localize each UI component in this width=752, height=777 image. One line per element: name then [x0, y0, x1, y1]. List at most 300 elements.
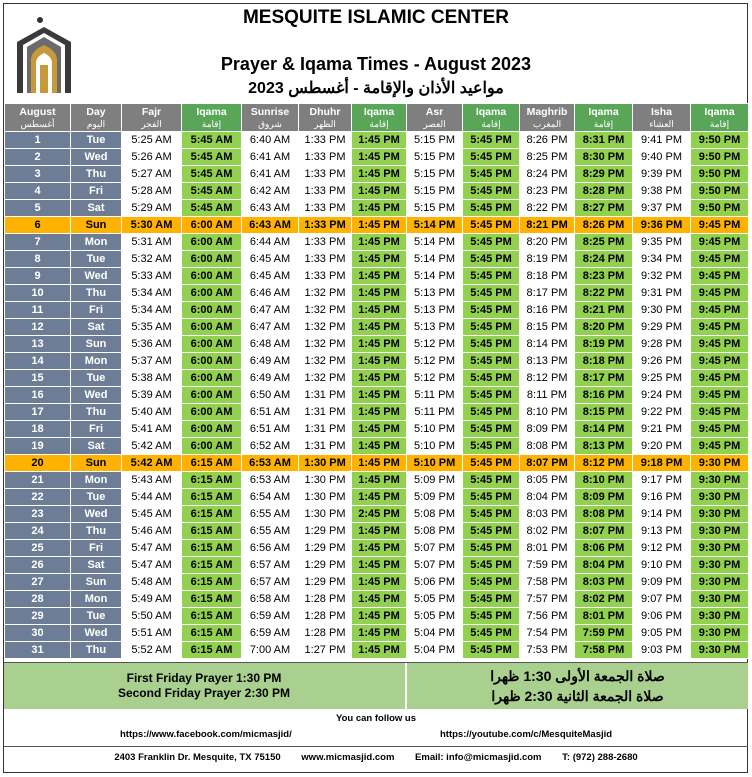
iqama-time-cell: 1:45 PM [352, 268, 407, 285]
iqama-time-cell: 5:45 PM [463, 353, 520, 370]
prayer-time-cell: 6:42 AM [242, 183, 299, 200]
table-row [5, 574, 749, 591]
table-row [5, 455, 749, 472]
iqama-time-cell: 6:00 AM [182, 353, 242, 370]
iqama-time-cell: 8:26 PM [575, 217, 633, 234]
prayer-time-cell: 5:44 AM [122, 489, 182, 506]
iqama-time-cell: 6:15 AM [182, 608, 242, 625]
iqama-time-cell: 1:45 PM [352, 574, 407, 591]
table-row [5, 557, 749, 574]
iqama-time-cell: 8:22 PM [575, 285, 633, 302]
prayer-time-cell: 5:15 PM [407, 149, 463, 166]
prayer-time-cell: 5:15 PM [407, 132, 463, 149]
column-header-iqama [182, 104, 242, 132]
iqama-time-cell: 8:23 PM [575, 268, 633, 285]
prayer-time-cell: 1:33 PM [299, 251, 352, 268]
day-cell: Sat [71, 438, 122, 455]
iqama-time-cell: 8:01 PM [575, 608, 633, 625]
iqama-time-cell: 9:30 PM [691, 455, 749, 472]
prayer-time-cell: 9:40 PM [633, 149, 691, 166]
prayer-time-cell: 6:46 AM [242, 285, 299, 302]
table-row [5, 200, 749, 217]
prayer-time-cell: 9:18 PM [633, 455, 691, 472]
prayer-time-cell: 5:10 PM [407, 438, 463, 455]
prayer-time-cell: 5:38 AM [122, 370, 182, 387]
iqama-time-cell: 5:45 PM [463, 200, 520, 217]
iqama-time-cell: 8:21 PM [575, 302, 633, 319]
prayer-time-cell: 9:35 PM [633, 234, 691, 251]
prayer-time-cell: 1:29 PM [299, 523, 352, 540]
iqama-time-cell: 9:30 PM [691, 540, 749, 557]
iqama-time-cell: 6:15 AM [182, 506, 242, 523]
prayer-time-cell: 1:31 PM [299, 421, 352, 438]
prayer-time-cell: 1:29 PM [299, 540, 352, 557]
website-link[interactable]: www.micmasjid.com [301, 752, 395, 763]
prayer-time-cell: 6:41 AM [242, 149, 299, 166]
prayer-time-cell: 5:13 PM [407, 302, 463, 319]
prayer-time-cell: 7:56 PM [520, 608, 575, 625]
prayer-time-cell: 1:33 PM [299, 200, 352, 217]
prayer-time-cell: 9:31 PM [633, 285, 691, 302]
prayer-time-cell: 9:22 PM [633, 404, 691, 421]
prayer-time-cell: 6:57 AM [242, 574, 299, 591]
prayer-time-cell: 8:11 PM [520, 387, 575, 404]
table-row [5, 302, 749, 319]
follow-us-label: You can follow us [335, 713, 417, 724]
iqama-time-cell: 1:45 PM [352, 149, 407, 166]
date-cell: 1 [5, 132, 71, 149]
day-cell: Thu [71, 285, 122, 302]
iqama-time-cell: 1:45 PM [352, 421, 407, 438]
date-cell: 27 [5, 574, 71, 591]
prayer-time-cell: 9:21 PM [633, 421, 691, 438]
date-cell: 7 [5, 234, 71, 251]
prayer-time-cell: 5:30 AM [122, 217, 182, 234]
prayer-time-cell: 1:27 PM [299, 642, 352, 659]
table-row [5, 421, 749, 438]
iqama-time-cell: 1:45 PM [352, 132, 407, 149]
iqama-time-cell: 1:45 PM [352, 234, 407, 251]
iqama-time-cell: 5:45 PM [463, 625, 520, 642]
date-cell: 4 [5, 183, 71, 200]
iqama-time-cell: 9:30 PM [691, 625, 749, 642]
iqama-time-cell: 9:45 PM [691, 302, 749, 319]
iqama-time-cell: 6:15 AM [182, 642, 242, 659]
column-header-label: Sunrise [250, 105, 290, 118]
prayer-time-cell: 6:55 AM [242, 506, 299, 523]
email-link[interactable]: Email: info@micmasjid.com [415, 752, 542, 763]
column-header-label: Day [86, 105, 106, 118]
iqama-time-cell: 1:45 PM [352, 591, 407, 608]
prayer-time-cell: 1:33 PM [299, 166, 352, 183]
iqama-time-cell: 5:45 PM [463, 387, 520, 404]
prayer-time-cell: 6:45 AM [242, 251, 299, 268]
iqama-time-cell: 8:20 PM [575, 319, 633, 336]
prayer-time-cell: 8:17 PM [520, 285, 575, 302]
iqama-time-cell: 5:45 PM [463, 421, 520, 438]
day-cell: Sat [71, 557, 122, 574]
iqama-time-cell: 5:45 PM [463, 455, 520, 472]
iqama-time-cell: 5:45 PM [463, 642, 520, 659]
date-cell: 18 [5, 421, 71, 438]
prayer-time-cell: 5:15 PM [407, 183, 463, 200]
iqama-time-cell: 5:45 PM [463, 166, 520, 183]
iqama-time-cell: 8:17 PM [575, 370, 633, 387]
column-header-label: Iqama [704, 105, 735, 118]
prayer-time-cell: 5:42 AM [122, 455, 182, 472]
column-header-label: Iqama [196, 105, 227, 118]
prayer-time-cell: 1:32 PM [299, 285, 352, 302]
prayer-time-cell: 9:03 PM [633, 642, 691, 659]
prayer-time-cell: 5:32 AM [122, 251, 182, 268]
iqama-time-cell: 9:50 PM [691, 200, 749, 217]
prayer-time-cell: 5:51 AM [122, 625, 182, 642]
prayer-time-cell: 5:11 PM [407, 387, 463, 404]
prayer-time-cell: 7:54 PM [520, 625, 575, 642]
iqama-time-cell: 8:13 PM [575, 438, 633, 455]
iqama-time-cell: 1:45 PM [352, 608, 407, 625]
iqama-time-cell: 8:08 PM [575, 506, 633, 523]
iqama-time-cell: 5:45 PM [463, 149, 520, 166]
iqama-time-cell: 8:28 PM [575, 183, 633, 200]
iqama-time-cell: 1:45 PM [352, 387, 407, 404]
column-header-label-ar: العصر [423, 118, 446, 129]
iqama-time-cell: 1:45 PM [352, 319, 407, 336]
day-cell: Thu [71, 523, 122, 540]
day-cell: Fri [71, 421, 122, 438]
iqama-time-cell: 6:15 AM [182, 523, 242, 540]
prayer-time-cell: 5:14 PM [407, 217, 463, 234]
friday-prayer-english [4, 663, 404, 709]
day-cell: Wed [71, 268, 122, 285]
iqama-time-cell: 9:45 PM [691, 336, 749, 353]
prayer-time-cell: 8:19 PM [520, 251, 575, 268]
iqama-time-cell: 5:45 PM [463, 234, 520, 251]
prayer-time-cell: 9:09 PM [633, 574, 691, 591]
iqama-time-cell: 8:30 PM [575, 149, 633, 166]
prayer-time-cell: 5:27 AM [122, 166, 182, 183]
iqama-time-cell: 9:50 PM [691, 183, 749, 200]
prayer-time-cell: 1:30 PM [299, 472, 352, 489]
table-row [5, 183, 749, 200]
table-row [5, 285, 749, 302]
iqama-time-cell: 9:45 PM [691, 285, 749, 302]
prayer-time-cell: 5:11 PM [407, 404, 463, 421]
iqama-time-cell: 8:24 PM [575, 251, 633, 268]
prayer-time-cell: 5:34 AM [122, 285, 182, 302]
column-header-label: Maghrib [526, 105, 568, 118]
prayer-time-cell: 5:08 PM [407, 506, 463, 523]
prayer-time-cell: 1:33 PM [299, 183, 352, 200]
iqama-time-cell: 9:45 PM [691, 421, 749, 438]
prayer-time-cell: 1:33 PM [299, 234, 352, 251]
date-cell: 23 [5, 506, 71, 523]
table-row [5, 132, 749, 149]
prayer-time-cell: 5:37 AM [122, 353, 182, 370]
prayer-time-cell: 5:43 AM [122, 472, 182, 489]
prayer-time-cell: 6:58 AM [242, 591, 299, 608]
prayer-time-cell: 5:14 PM [407, 268, 463, 285]
iqama-time-cell: 6:15 AM [182, 591, 242, 608]
column-header-august [5, 104, 71, 132]
iqama-time-cell: 8:12 PM [575, 455, 633, 472]
column-header-maghrib [520, 104, 575, 132]
iqama-time-cell: 5:45 AM [182, 166, 242, 183]
date-cell: 2 [5, 149, 71, 166]
iqama-time-cell: 1:45 PM [352, 489, 407, 506]
prayer-time-cell: 6:49 AM [242, 370, 299, 387]
prayer-time-cell: 9:29 PM [633, 319, 691, 336]
prayer-time-cell: 9:26 PM [633, 353, 691, 370]
prayer-time-cell: 5:14 PM [407, 234, 463, 251]
iqama-time-cell: 9:30 PM [691, 472, 749, 489]
prayer-time-cell: 5:28 AM [122, 183, 182, 200]
prayer-time-cell: 5:29 AM [122, 200, 182, 217]
prayer-time-cell: 8:10 PM [520, 404, 575, 421]
iqama-time-cell: 8:29 PM [575, 166, 633, 183]
table-row [5, 472, 749, 489]
table-row [5, 387, 749, 404]
table-row [5, 438, 749, 455]
iqama-time-cell: 8:09 PM [575, 489, 633, 506]
iqama-time-cell: 8:19 PM [575, 336, 633, 353]
iqama-time-cell: 6:15 AM [182, 472, 242, 489]
prayer-time-cell: 9:36 PM [633, 217, 691, 234]
iqama-time-cell: 6:15 AM [182, 557, 242, 574]
prayer-time-cell: 9:12 PM [633, 540, 691, 557]
prayer-time-cell: 7:58 PM [520, 574, 575, 591]
table-row [5, 149, 749, 166]
day-cell: Thu [71, 642, 122, 659]
prayer-time-cell: 5:49 AM [122, 591, 182, 608]
prayer-time-cell: 8:22 PM [520, 200, 575, 217]
iqama-time-cell: 5:45 PM [463, 557, 520, 574]
iqama-time-cell: 1:45 PM [352, 455, 407, 472]
iqama-time-cell: 9:50 PM [691, 149, 749, 166]
iqama-time-cell: 9:30 PM [691, 574, 749, 591]
prayer-time-cell: 9:38 PM [633, 183, 691, 200]
date-cell: 5 [5, 200, 71, 217]
table-row [5, 217, 749, 234]
iqama-time-cell: 8:04 PM [575, 557, 633, 574]
iqama-time-cell: 5:45 PM [463, 285, 520, 302]
friday-prayer-box [4, 662, 748, 709]
date-cell: 17 [5, 404, 71, 421]
prayer-time-cell: 5:07 PM [407, 540, 463, 557]
table-header-row [5, 104, 749, 132]
date-cell: 22 [5, 489, 71, 506]
prayer-time-cell: 6:50 AM [242, 387, 299, 404]
table-row [5, 540, 749, 557]
iqama-time-cell: 1:45 PM [352, 166, 407, 183]
day-cell: Sat [71, 200, 122, 217]
day-cell: Wed [71, 625, 122, 642]
facebook-link[interactable]: https://www.facebook.com/micmasjid/ [120, 729, 292, 740]
day-cell: Fri [71, 183, 122, 200]
iqama-time-cell: 5:45 PM [463, 523, 520, 540]
day-cell: Tue [71, 489, 122, 506]
column-header-label-ar: المغرب [532, 118, 562, 129]
iqama-time-cell: 1:45 PM [352, 472, 407, 489]
prayer-time-cell: 5:12 PM [407, 353, 463, 370]
date-cell: 29 [5, 608, 71, 625]
page-title-arabic: مواعيد الأذان والإقامة - أغسطس 2023 [248, 80, 504, 97]
prayer-time-cell: 6:47 AM [242, 302, 299, 319]
prayer-time-cell: 1:33 PM [299, 217, 352, 234]
iqama-time-cell: 9:45 PM [691, 404, 749, 421]
table-row [5, 642, 749, 659]
prayer-time-cell: 1:32 PM [299, 336, 352, 353]
table-row [5, 251, 749, 268]
prayer-time-cell: 6:52 AM [242, 438, 299, 455]
prayer-time-cell: 6:53 AM [242, 472, 299, 489]
prayer-time-cell: 6:51 AM [242, 404, 299, 421]
date-cell: 15 [5, 370, 71, 387]
date-cell: 24 [5, 523, 71, 540]
iqama-time-cell: 8:16 PM [575, 387, 633, 404]
iqama-time-cell: 5:45 PM [463, 251, 520, 268]
column-header-iqama [463, 104, 520, 132]
prayer-time-cell: 6:54 AM [242, 489, 299, 506]
day-cell: Fri [71, 302, 122, 319]
day-cell: Wed [71, 149, 122, 166]
date-cell: 3 [5, 166, 71, 183]
prayer-time-cell: 6:57 AM [242, 557, 299, 574]
day-cell: Thu [71, 404, 122, 421]
column-header-label-ar: إقامة [709, 118, 730, 129]
column-header-label-ar: إقامة [481, 118, 501, 129]
iqama-time-cell: 1:45 PM [352, 336, 407, 353]
iqama-time-cell: 1:45 PM [352, 302, 407, 319]
date-cell: 31 [5, 642, 71, 659]
iqama-time-cell: 6:00 AM [182, 370, 242, 387]
prayer-time-cell: 6:59 AM [242, 608, 299, 625]
column-header-sunrise [242, 104, 299, 132]
iqama-time-cell: 6:15 AM [182, 489, 242, 506]
first-friday-prayer: First Friday Prayer 1:30 PM [126, 671, 282, 685]
prayer-time-cell: 5:05 PM [407, 608, 463, 625]
iqama-time-cell: 1:45 PM [352, 370, 407, 387]
date-cell: 9 [5, 268, 71, 285]
prayer-time-cell: 5:46 AM [122, 523, 182, 540]
column-header-label-ar: العشاء [649, 118, 674, 129]
prayer-time-cell: 5:10 PM [407, 421, 463, 438]
day-cell: Mon [71, 472, 122, 489]
prayer-time-cell: 9:07 PM [633, 591, 691, 608]
prayer-time-cell: 8:09 PM [520, 421, 575, 438]
prayer-time-cell: 5:50 AM [122, 608, 182, 625]
date-cell: 6 [5, 217, 71, 234]
iqama-time-cell: 5:45 AM [182, 132, 242, 149]
prayer-time-cell: 8:07 PM [520, 455, 575, 472]
iqama-time-cell: 6:00 AM [182, 234, 242, 251]
prayer-time-cell: 5:41 AM [122, 421, 182, 438]
prayer-time-cell: 1:30 PM [299, 489, 352, 506]
iqama-time-cell: 1:45 PM [352, 200, 407, 217]
prayer-time-cell: 6:45 AM [242, 268, 299, 285]
prayer-time-cell: 8:18 PM [520, 268, 575, 285]
column-header-day [71, 104, 122, 132]
prayer-time-cell: 9:17 PM [633, 472, 691, 489]
iqama-time-cell: 7:58 PM [575, 642, 633, 659]
prayer-times-table [4, 103, 749, 659]
prayer-time-cell: 6:56 AM [242, 540, 299, 557]
date-cell: 16 [5, 387, 71, 404]
column-header-iqama [352, 104, 407, 132]
org-name: MESQUITE ISLAMIC CENTER [242, 7, 509, 28]
prayer-time-cell: 5:13 PM [407, 285, 463, 302]
iqama-time-cell: 1:45 PM [352, 353, 407, 370]
iqama-time-cell: 9:45 PM [691, 234, 749, 251]
prayer-time-cell: 1:31 PM [299, 404, 352, 421]
table-row [5, 489, 749, 506]
day-cell: Fri [71, 540, 122, 557]
iqama-time-cell: 6:00 AM [182, 268, 242, 285]
date-cell: 26 [5, 557, 71, 574]
prayer-time-cell: 6:40 AM [242, 132, 299, 149]
prayer-time-cell: 9:37 PM [633, 200, 691, 217]
prayer-time-cell: 7:59 PM [520, 557, 575, 574]
first-friday-prayer-ar: صلاة الجمعة الأولى 1:30 ظهرا [490, 668, 665, 684]
column-header-label-ar: اليوم [86, 118, 106, 129]
column-header-dhuhr [299, 104, 352, 132]
iqama-time-cell: 5:45 PM [463, 540, 520, 557]
prayer-time-cell: 1:33 PM [299, 132, 352, 149]
prayer-time-cell: 8:26 PM [520, 132, 575, 149]
prayer-time-cell: 8:21 PM [520, 217, 575, 234]
prayer-time-cell: 5:42 AM [122, 438, 182, 455]
date-cell: 21 [5, 472, 71, 489]
column-header-label-ar: إقامة [369, 118, 389, 129]
iqama-time-cell: 8:02 PM [575, 591, 633, 608]
table-row [5, 336, 749, 353]
prayer-time-cell: 1:30 PM [299, 455, 352, 472]
prayer-time-cell: 5:45 AM [122, 506, 182, 523]
page-title: Prayer & Iqama Times - August 2023 [220, 54, 532, 74]
iqama-time-cell: 9:45 PM [691, 370, 749, 387]
date-cell: 30 [5, 625, 71, 642]
table-row [5, 319, 749, 336]
iqama-time-cell: 6:00 AM [182, 285, 242, 302]
prayer-time-cell: 6:51 AM [242, 421, 299, 438]
prayer-time-cell: 1:32 PM [299, 319, 352, 336]
prayer-time-cell: 5:47 AM [122, 557, 182, 574]
date-cell: 8 [5, 251, 71, 268]
prayer-time-cell: 5:40 AM [122, 404, 182, 421]
prayer-time-cell: 9:30 PM [633, 302, 691, 319]
iqama-time-cell: 1:45 PM [352, 285, 407, 302]
iqama-time-cell: 1:45 PM [352, 642, 407, 659]
iqama-time-cell: 8:10 PM [575, 472, 633, 489]
prayer-time-cell: 8:08 PM [520, 438, 575, 455]
column-header-iqama [575, 104, 633, 132]
prayer-time-cell: 9:16 PM [633, 489, 691, 506]
prayer-time-cell: 6:55 AM [242, 523, 299, 540]
prayer-time-cell: 5:31 AM [122, 234, 182, 251]
column-header-label-ar: إقامة [201, 118, 222, 129]
iqama-time-cell: 5:45 PM [463, 319, 520, 336]
iqama-time-cell: 8:27 PM [575, 200, 633, 217]
prayer-time-cell: 5:15 PM [407, 200, 463, 217]
iqama-time-cell: 1:45 PM [352, 183, 407, 200]
iqama-time-cell: 1:45 PM [352, 625, 407, 642]
prayer-time-cell: 1:32 PM [299, 302, 352, 319]
prayer-time-cell: 1:33 PM [299, 268, 352, 285]
iqama-time-cell: 8:15 PM [575, 404, 633, 421]
iqama-time-cell: 5:45 PM [463, 302, 520, 319]
youtube-link[interactable]: https://youtube.com/c/MesquiteMasjid [440, 729, 613, 740]
iqama-time-cell: 1:45 PM [352, 404, 407, 421]
